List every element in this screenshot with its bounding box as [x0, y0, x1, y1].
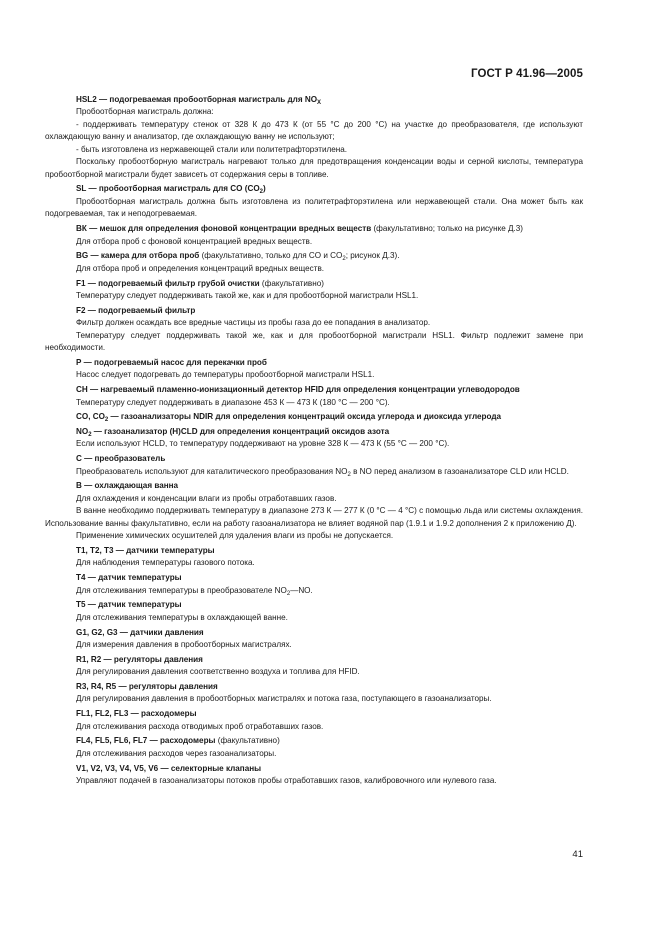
text-run: Для отслеживания температуры в охлаждающей ванне.: [76, 612, 288, 622]
term-heading: [45, 411, 583, 423]
page-number: 41: [572, 849, 583, 860]
body-paragraph: [45, 144, 583, 156]
text-run: 2: [342, 256, 346, 263]
term-heading: [45, 654, 583, 666]
text-run: ): [263, 184, 266, 194]
text-run: 2: [286, 590, 291, 597]
text-run: R3, R4, R5 — регуляторы давления: [76, 681, 218, 691]
text-run: V1, V2, V3, V4, V5, V6 — селекторные клапаны: [76, 763, 262, 773]
text-run: Для отбора проб с фоновой концентрацией вредных веществ.: [76, 236, 313, 246]
text-run: Управляют подачей в газоанализаторы потоков пробы отработавших газов, калибровочного или нулевого газа.: [76, 776, 497, 786]
body-paragraph: [45, 438, 583, 450]
text-run: Преобразователь используют для каталитического преобразования NO: [76, 466, 348, 476]
term-heading: [45, 599, 583, 611]
body-paragraph: [45, 106, 583, 118]
body-paragraph: [45, 557, 583, 569]
text-run: Т1, Т2, Т3 — датчики температуры: [76, 545, 215, 555]
term-heading: [45, 681, 583, 693]
text-run: (факультативно): [215, 736, 280, 746]
body-paragraph: [45, 585, 583, 597]
term-heading: [45, 278, 583, 290]
text-run: FL4, FL5, FL6, FL7 — расходомеры: [76, 736, 216, 746]
text-run: ; рисунок Д.3).: [345, 251, 400, 261]
text-run: Пробоотборная магистраль должна быть изготовлена из политетрафторэтилена или нержавеющей стали. Она может быть как подогреваемая, так и неподогреваемая.: [45, 196, 583, 219]
text-run: Пробоотборная магистраль должна:: [76, 107, 214, 117]
term-heading: [45, 94, 583, 106]
body-paragraph: [45, 330, 583, 355]
text-run: SL — пробоотборная магистраль для CO (CO: [76, 184, 260, 194]
text-run: X: [317, 100, 322, 106]
text-run: (факультативно; только на рисунке Д.3): [371, 224, 524, 234]
body-paragraph: [45, 530, 583, 542]
body-paragraph: [45, 397, 583, 409]
text-run: Для регулирования давления соответственно воздуха и топлива для HFID.: [76, 667, 360, 677]
text-run: СН — нагреваемый пламенно-ионизационный детектор HFID для определения концентрации углеводородов: [76, 385, 520, 395]
text-run: в NO перед анализом в газоанализаторе CLD или HCLD.: [350, 466, 569, 476]
text-run: (факультативно): [259, 278, 324, 288]
body-paragraph: [45, 666, 583, 678]
text-run: —NO.: [290, 585, 313, 595]
text-run: Для измерения давления в пробоотборных магистралях.: [76, 640, 292, 650]
term-heading: [45, 384, 583, 396]
text-run: Если используют HCLD, то температуру поддерживают на уровне 328 К — 473 К (55 °С — 200 °С).: [76, 439, 450, 449]
text-run: С — преобразователь: [76, 454, 166, 464]
text-run: CO, CO: [76, 412, 105, 422]
term-heading: [45, 305, 583, 317]
text-run: 2: [104, 417, 109, 424]
body-paragraph: [45, 505, 583, 530]
body-paragraph: [45, 775, 583, 787]
term-heading: [45, 708, 583, 720]
text-run: Температуру следует поддерживать в диапазоне 453 К — 473 К (180 °С — 200 °С).: [76, 397, 390, 407]
text-run: (факультативно, только для CO и CO: [199, 251, 343, 261]
text-run: Применение химических осушителей для удаления влаги из пробы не допускается.: [76, 531, 394, 541]
text-run: В ванне необходимо поддерживать температуру в диапазоне 273 К — 277 К (0 °С — 4 °С) с помощью льда или системы охлаждения. Использование ванны факультативно, если на работу газоанализатора не влияет водяной пар (1.9.1 и 1.9.2 дополнения 2 к приложению Д).: [45, 506, 583, 528]
body-paragraph: [45, 290, 583, 302]
text-run: Т4 — датчик температуры: [76, 573, 182, 583]
term-heading: [45, 453, 583, 465]
body-paragraph: [45, 721, 583, 733]
body-paragraph: [45, 317, 583, 329]
body-paragraph: [45, 748, 583, 760]
text-run: 2: [88, 432, 92, 438]
body-paragraph: [45, 466, 583, 478]
body-paragraph: [45, 156, 583, 181]
standard-designation: ГОСТ Р 41.96—2005: [471, 68, 583, 80]
term-heading: [45, 183, 583, 195]
document-body: [45, 94, 583, 788]
text-run: FL1, FL2, FL3 — расходомеры: [76, 709, 197, 719]
body-paragraph: [45, 693, 583, 705]
term-heading: [45, 357, 583, 369]
term-heading: [45, 426, 583, 438]
term-heading: [45, 223, 583, 235]
body-paragraph: [45, 369, 583, 381]
text-run: Насос следует подогревать до температуры пробоотборной магистрали HSL1.: [76, 370, 375, 380]
text-run: R1, R2 — регуляторы давления: [76, 654, 203, 664]
body-paragraph: [45, 493, 583, 505]
text-run: — газоанализаторы NDIR для определения концентраций оксида углерода и диоксида углерода: [108, 412, 502, 422]
text-run: Для наблюдения температуры газового потока.: [76, 558, 255, 568]
text-run: Т5 — датчик температуры: [76, 600, 182, 610]
term-heading: [45, 545, 583, 557]
text-run: Для отслеживания расходов через газоанализаторы.: [76, 748, 277, 758]
text-run: Фильтр должен осаждать все вредные частицы из пробы газа до ее попадания в анализатор.: [76, 318, 431, 328]
text-run: HSL2 — подогреваемая пробоотборная магистраль для NO: [76, 95, 318, 104]
text-run: F2 — подогреваемый фильтр: [76, 305, 196, 315]
text-run: В — охлаждающая ванна: [76, 481, 179, 491]
text-run: - поддерживать температуру стенок от 328 К до 473 К (от 55 °С до 200 °С) на участке до преобразователя, где используют охлаждающую ванну и анализатор, где охлаждающую ванну не используют;: [45, 119, 583, 142]
text-run: Поскольку пробоотборную магистраль нагревают только для предотвращения конденсации воды и серной кислоты, температура пробоотборной магистрали будет зависеть от содержания серы в топливе.: [45, 157, 583, 179]
text-run: NO: [76, 427, 89, 436]
text-run: Температуру следует поддерживать такой же, как и для пробоотборной магистрали HSL1. Фильтр подлежит замене при необходимости.: [45, 330, 583, 353]
term-heading: [45, 250, 583, 262]
body-paragraph: [45, 263, 583, 275]
term-heading: [45, 763, 583, 775]
body-paragraph: [45, 236, 583, 248]
text-run: Для отслеживания температуры в преобразователе NO: [76, 585, 287, 595]
term-heading: [45, 735, 583, 747]
term-heading: [45, 572, 583, 584]
body-paragraph: [45, 196, 583, 221]
text-run: Для отбора проб и определения концентраций вредных веществ.: [76, 263, 325, 273]
text-run: Температуру следует поддерживать такой же, как и для пробоотборной магистрали HSL1.: [76, 290, 419, 300]
text-run: ВК — мешок для определения фоновой концентрации вредных веществ: [76, 224, 372, 234]
text-run: - быть изготовлена из нержавеющей стали или политетрафторэтилена.: [76, 144, 348, 154]
text-run: Для регулирования давления в пробоотборных магистралях и потока газа, поступающего в газоанализаторы.: [76, 694, 492, 704]
text-run: Р — подогреваемый насос для перекачки проб: [76, 357, 267, 367]
text-run: 2: [259, 189, 263, 196]
text-run: BG — камера для отбора проб: [76, 251, 200, 261]
text-run: Для охлаждения и конденсации влаги из пробы отработавших газов.: [76, 493, 337, 503]
text-run: — газоанализатор (H)CLD для определения концентраций оксидов азота: [91, 427, 390, 436]
body-paragraph: [45, 612, 583, 624]
text-run: G1, G2, G3 — датчики давления: [76, 627, 204, 637]
body-paragraph: [45, 639, 583, 651]
text-run: 2: [347, 471, 351, 478]
text-run: F1 — подогреваемый фильтр грубой очистки: [76, 278, 260, 288]
body-paragraph: [45, 119, 583, 144]
text-run: Для отслеживания расхода отводимых проб отработавших газов.: [76, 721, 324, 731]
term-heading: [45, 627, 583, 639]
term-heading: [45, 480, 583, 492]
